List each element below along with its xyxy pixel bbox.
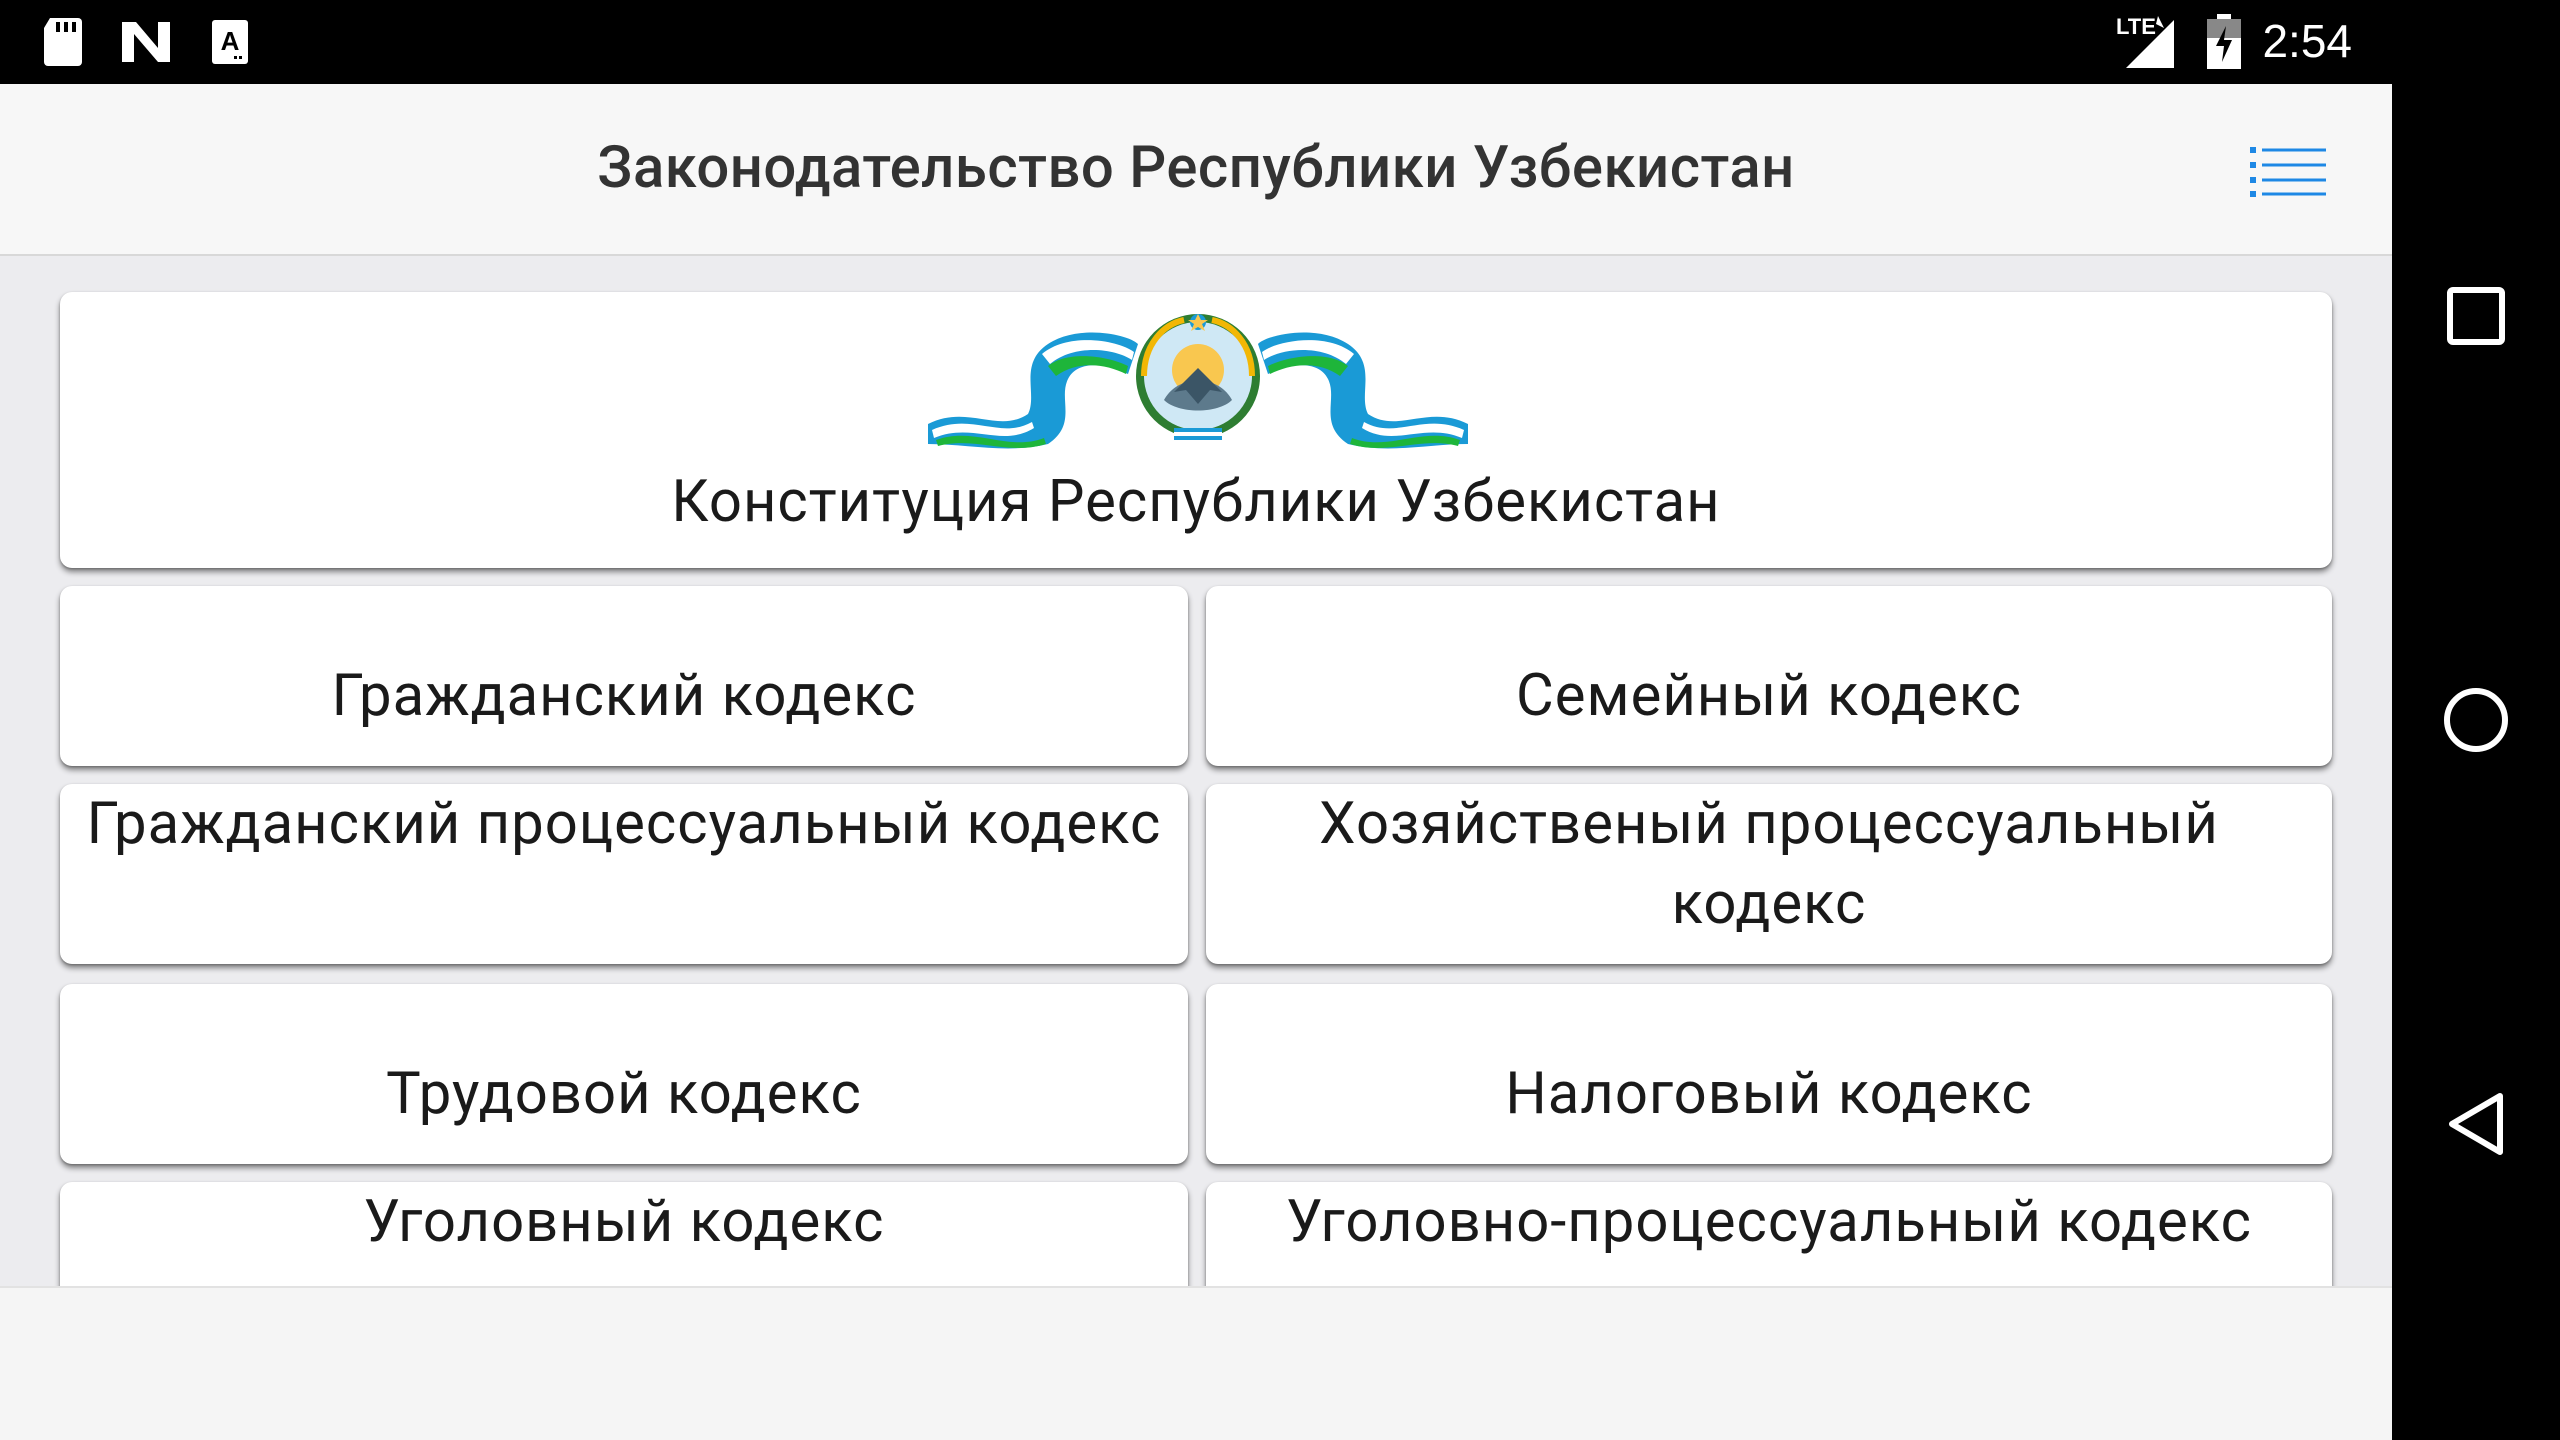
code-label: Хозяйственый процессуальный кодекс (1319, 790, 2219, 938)
constitution-card[interactable] (60, 292, 2332, 568)
code-card-criminal[interactable] (60, 1182, 1188, 1286)
code-card-labor[interactable] (60, 984, 1188, 1164)
a-notification-icon (210, 18, 250, 70)
bottom-area (0, 1286, 2392, 1440)
constitution-label: Конституция Республики Узбекистан (671, 468, 1721, 536)
recents-button[interactable] (2432, 272, 2520, 360)
code-label: Налоговый кодекс (1505, 1060, 2033, 1128)
code-card-civil-procedure[interactable] (60, 784, 1188, 964)
codes-list (0, 256, 2392, 1286)
square-icon (2446, 286, 2506, 346)
navigation-bar (2392, 0, 2560, 1440)
n-notification-icon (118, 18, 174, 70)
code-card-civil[interactable] (60, 586, 1188, 766)
circle-icon (2442, 686, 2510, 754)
home-button[interactable] (2432, 676, 2520, 764)
code-card-tax[interactable] (1206, 984, 2332, 1164)
svg-text:A: A (220, 26, 240, 56)
code-card-economic-procedure[interactable] (1206, 784, 2332, 964)
code-card-criminal-procedure[interactable] (1206, 1182, 2332, 1286)
uzbekistan-emblem-icon (928, 304, 1468, 454)
code-label: Уголовно-процессуальный кодекс (1285, 1188, 2253, 1256)
app-window (0, 84, 2392, 1440)
battery-charging-icon (2206, 14, 2242, 74)
sd-card-icon (42, 18, 84, 70)
code-card-family[interactable] (1206, 586, 2332, 766)
page-title: Законодательство Республики Узбекистан (597, 134, 1795, 202)
code-label: Гражданский кодекс (331, 662, 917, 730)
lte-signal-icon (2112, 12, 2176, 74)
list-menu-icon (2250, 147, 2326, 197)
code-label: Уголовный кодекс (363, 1188, 885, 1256)
back-triangle-icon (2444, 1090, 2508, 1158)
clock: 2:54 (2262, 15, 2352, 67)
code-label: Семейный кодекс (1516, 662, 2022, 730)
back-button[interactable] (2432, 1080, 2520, 1168)
status-bar (0, 0, 2392, 84)
menu-button[interactable] (2248, 132, 2328, 212)
code-label: Трудовой кодекс (386, 1060, 862, 1128)
svg-text:LTE: LTE (2116, 14, 2156, 39)
code-label: Гражданский процессуальный кодекс (86, 790, 1162, 858)
toolbar (0, 84, 2392, 256)
